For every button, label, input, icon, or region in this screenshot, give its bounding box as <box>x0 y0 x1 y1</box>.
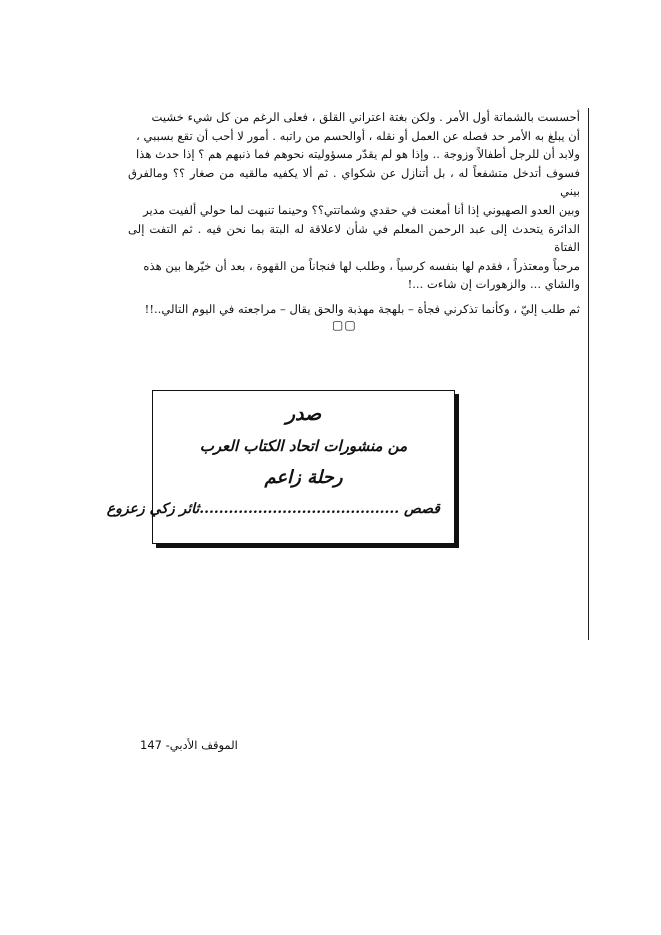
article-closing-line: ثم طلب إليّ ، وكأنما تذكرني فجأة – بلهجة مهذبة والحق يقال – مراجعته في اليوم التالي..!! <box>144 301 580 316</box>
article-line: مرحباً ومعتذراً ، فقدم لها بنفسه كرسياً ، وطلب لها فنجاناً من القهوة ، بعد أن خيّرها بين هذه <box>143 258 580 273</box>
article-line: أحسست بالشماتة أول الأمر . ولكن بغتة اعتراني القلق ، فعلى الرغم من كل شيء خشيت <box>151 110 580 124</box>
publication-notice-box <box>106 390 455 544</box>
article-line: فسوف أتدخل متشفعاً له ، بل أتنازل عن شكواي . ثم ألا يكفيه مالقيه من صغار ؟؟ ومالفرق بيني <box>128 165 580 199</box>
notice-publisher: من منشورات اتحاد الكتاب العرب <box>199 437 408 455</box>
article-line: والشاي ... والزهورات إن شاءت ...! <box>407 277 580 292</box>
notice-credit: قصص .........................................ثائر زكي زعزوع <box>106 501 440 517</box>
article-text <box>128 108 580 319</box>
page-footer: الموقف الأدبي- 147 <box>140 738 238 752</box>
article-line: وبين العدو الصهيوني إذا أنا أمعنت في حقدي وشماتتي؟؟ وحينما تنبهت لما حولي ألفيت مدير <box>143 202 580 217</box>
notice-book-title: رحلة زاعم <box>264 467 343 488</box>
article-line: ولابد أن للرجل أطفالاً وزوجة .. وإذا هو لم يقدّر مسؤوليته نحوهم فما ذنبهم هم ؟ إذا حدث هذا <box>136 147 580 162</box>
vertical-rule <box>588 108 589 640</box>
notice-heading: صدر <box>285 403 322 425</box>
section-separator: ▢▢ <box>332 318 357 332</box>
article-line: أن يبلغ به الأمر حد فصله عن العمل أو نقله ، أوالحسم من راتبه . أمور لا أحب أن تقع بسببي ، <box>136 128 580 143</box>
article-line: الدائرة يتحدث إلى عبد الرحمن المعلم في شأن لاعلاقة له البتة بما نحن فيه . ثم التفت إلى الفتاة <box>128 221 580 255</box>
